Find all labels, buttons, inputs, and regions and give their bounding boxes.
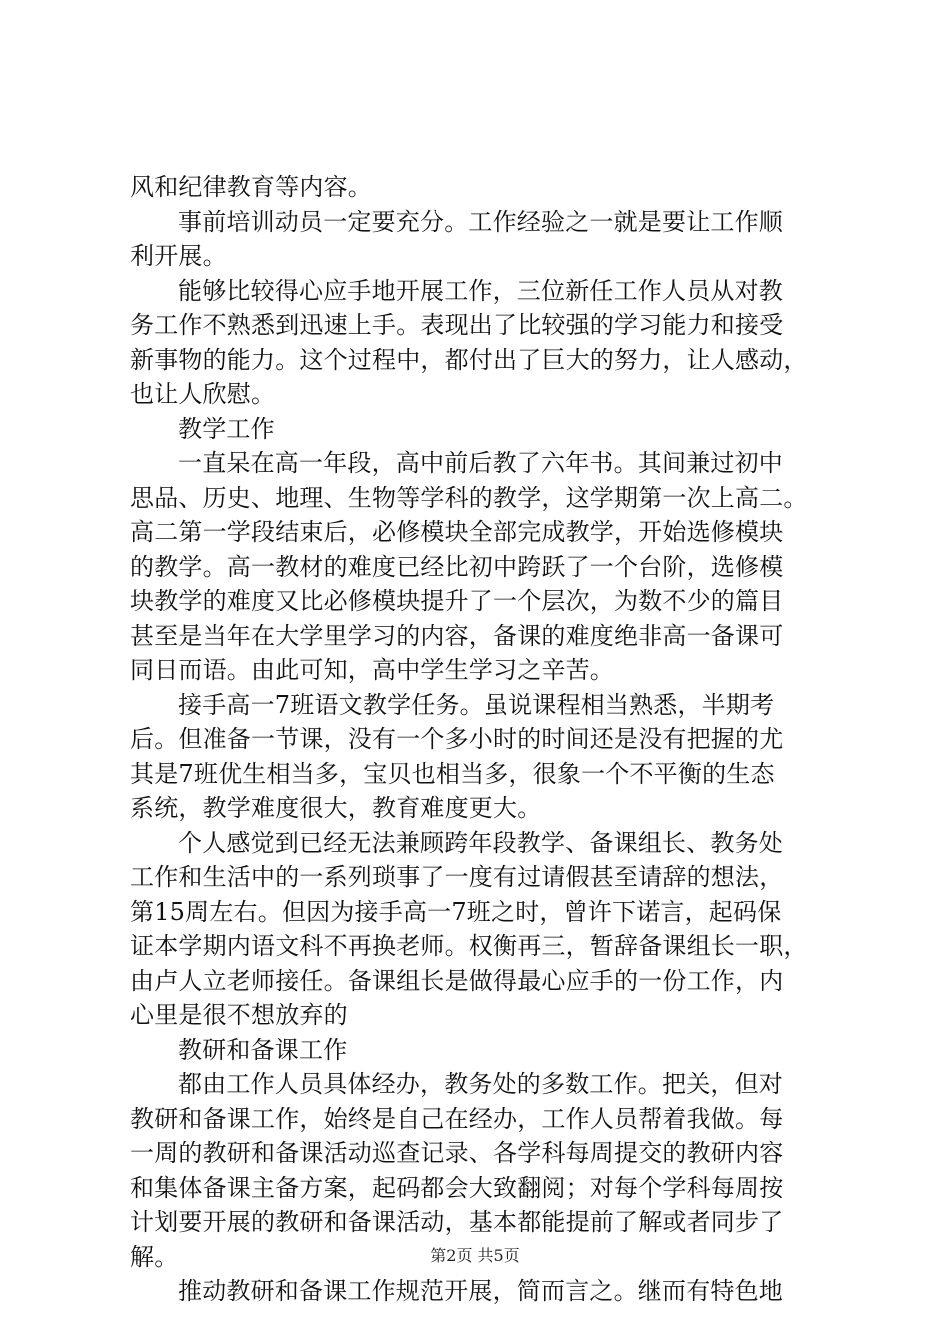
text-line: 工作和生活中的一系列琐事了一度有过请假甚至请辞的想法， <box>130 863 784 891</box>
text-line: 能够比较得心应手地开展工作，三位新任工作人员从对教 <box>178 276 783 305</box>
text-line: 一直呆在高一年段，高中前后教了六年书。其间兼过初中 <box>178 449 783 477</box>
text-line: 系统，教学难度很大，教育难度更大。 <box>130 794 542 822</box>
text-line: 教研和备课工作 <box>178 1035 348 1064</box>
text-line: 同日而语。由此可知，高中学生学习之辛苦。 <box>130 656 614 684</box>
text-line: 思品、历史、地理、生物等学科的教学，这学期第一次上高二。 <box>130 483 808 512</box>
text-line: 事前培训动员一定要充分。工作经验之一就是要让工作顺 <box>178 207 783 236</box>
text-line: 其是7班优生相当多，宝贝也相当多，很象一个不平衡的生态 <box>130 759 775 788</box>
text-line: 解。 <box>130 1242 179 1271</box>
text-line: 证本学期内语文科不再换老师。权衡再三，暂辞备课组长一职， <box>130 932 808 960</box>
document-body <box>130 170 830 1309</box>
text-line: 和集体备课主备方案，起码都会大致翻阅；对每个学科每周按 <box>130 1173 784 1202</box>
text-line: 由卢人立老师接任。备课组长是做得最心应手的一份工作，内 <box>130 966 784 995</box>
text-line: 一周的教研和备课活动巡查记录、各学科每周提交的教研内容 <box>130 1139 784 1167</box>
text-line: 个人感觉到已经无法兼顾跨年段教学、备课组长、教务处 <box>178 828 783 857</box>
text-line: 心里是很不想放弃的 <box>130 1001 348 1029</box>
text-line: 也让人欣慰。 <box>130 380 276 408</box>
text-line: 教学工作 <box>178 414 275 443</box>
page-footer: 第2页 共5页 <box>430 1246 520 1265</box>
text-line: 计划要开展的教研和备课活动，基本都能提前了解或者同步了 <box>130 1208 784 1236</box>
text-line: 风和纪律教育等内容。 <box>130 173 372 201</box>
text-line: 新事物的能力。这个过程中，都付出了巨大的努力，让人感动， <box>130 345 808 374</box>
text-line: 高二第一学段结束后，必修模块全部完成教学，开始选修模块 <box>130 518 784 546</box>
text-line: 的教学。高一教材的难度已经比初中跨跃了一个台阶，选修模 <box>130 552 784 581</box>
text-line: 都由工作人员具体经办，教务处的多数工作。把关，但对 <box>178 1070 783 1098</box>
text-line: 后。但准备一节课，没有一个多小时的时间还是没有把握的尤 <box>130 725 784 753</box>
text-line: 接手高一7班语文教学任务。虽说课程相当熟悉，半期考 <box>178 690 775 719</box>
text-line: 利开展。 <box>130 242 227 270</box>
text-line: 甚至是当年在大学里学习的内容，备课的难度绝非高一备课可 <box>130 621 784 650</box>
text-line: 教研和备课工作，始终是自己在经办，工作人员帮着我做。每 <box>130 1104 784 1133</box>
text-line: 推动教研和备课工作规范开展，简而言之。继而有特色地 <box>178 1277 783 1305</box>
text-line: 块教学的难度又比必修模块提升了一个层次，为数不少的篇目 <box>130 587 784 615</box>
text-line: 第15周左右。但因为接手高一7班之时，曾许下诺言，起码保 <box>130 897 782 926</box>
text-line: 务工作不熟悉到迅速上手。表现出了比较强的学习能力和接受 <box>130 311 784 339</box>
